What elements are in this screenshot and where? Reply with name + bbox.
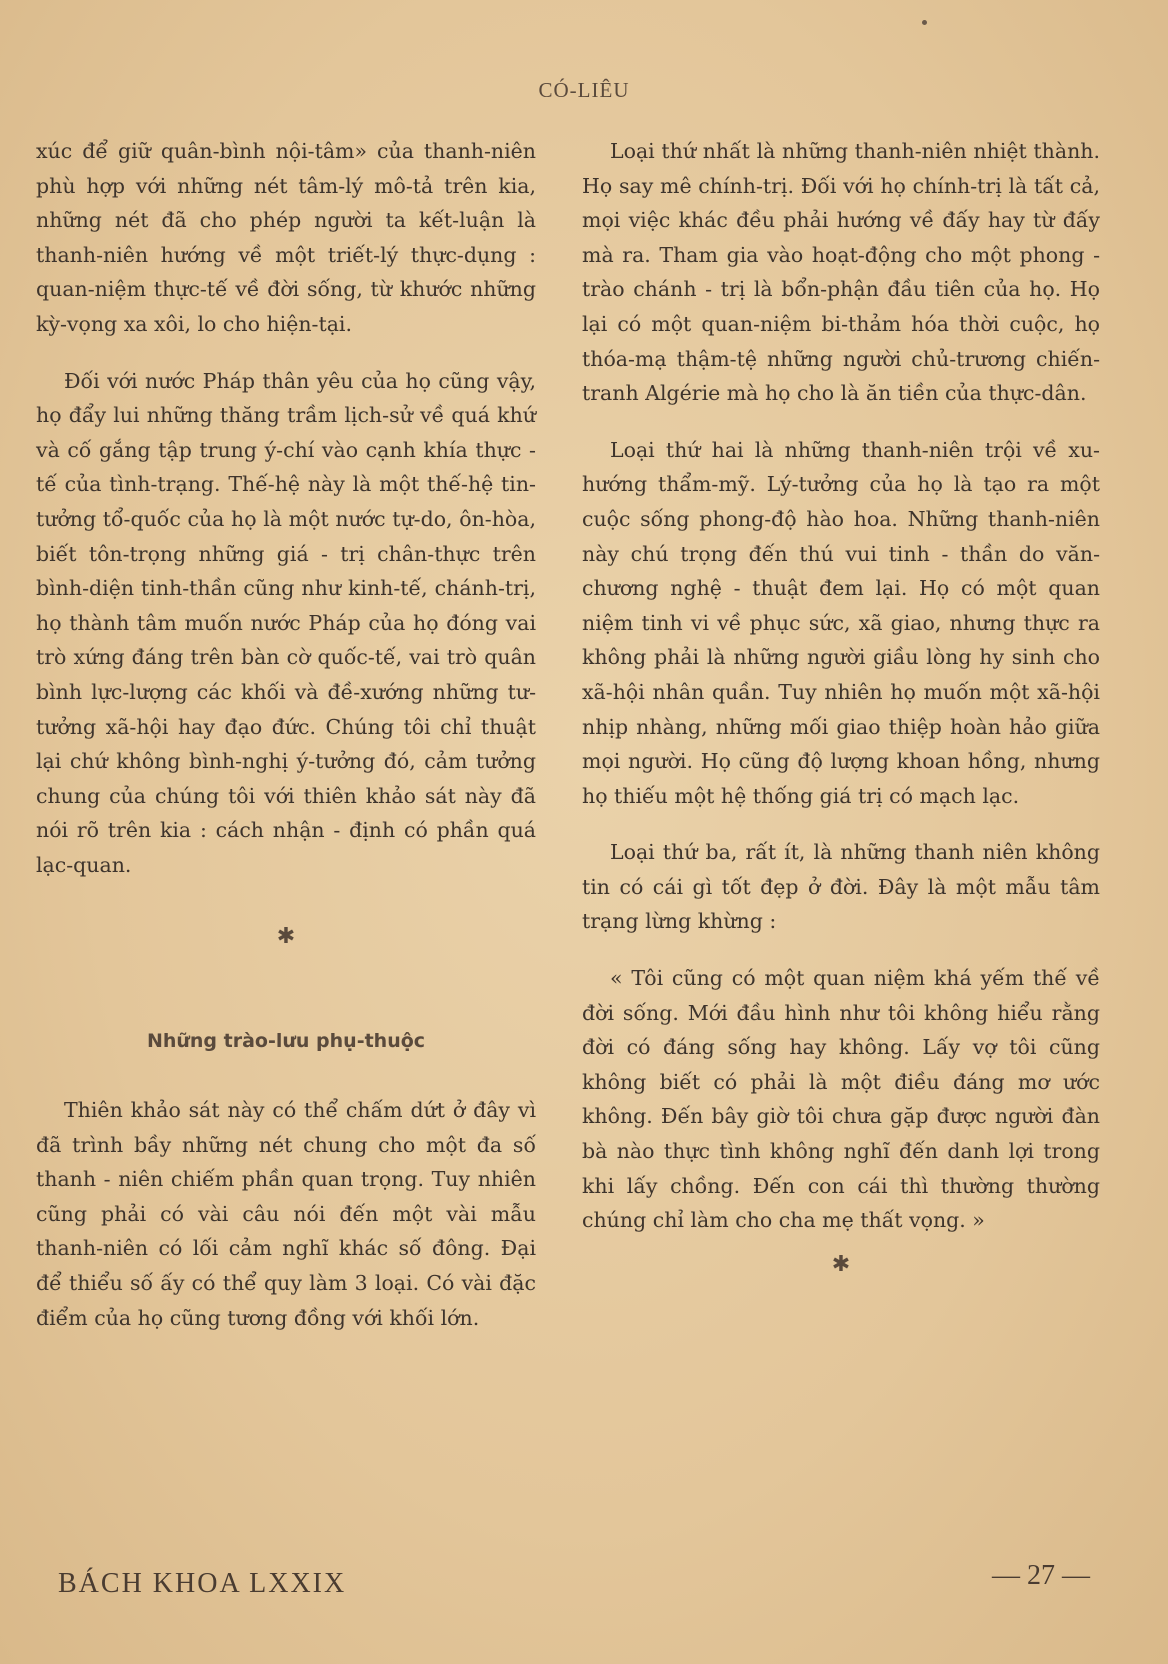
left-paragraph-3: Thiên khảo sát này có thể chấm dứt ở đây vì đã trình bầy những nét chung cho một đa số thanh - niên chiếm phần quan trọng. Tuy nhiên cũng phải có vài câu nói đến một vài mẫu thanh-niên có lối cảm nghĩ khác số đông. Đại để thiểu số ấy có thể quy làm 3 loại. Có vài đặc điểm của họ cũng tương đồng với khối lớn. (36, 1098, 536, 1330)
right-paragraph-1: Loại thứ nhất là những thanh-niên nhiệt thành. Họ say mê chính-trị. Đối với họ chính-trị là tất cả, mọi việc khác đều phải hướng về đấy hay từ đấy mà ra. Tham gia vào hoạt-động cho một phong - trào chánh - trị là bổn-phận đầu tiên của họ. Họ lại có một quan-niệm bi-thảm hóa thời cuộc, họ thóa-mạ thậm-tệ những người chủ-trương chiến-tranh Algérie mà họ cho là ăn tiền của thực-dân. (582, 139, 1100, 406)
quotation: « Tôi cũng có một quan niệm khá yếm thế về đời sống. Mới đầu hình như tôi không hiểu rằng đời có đáng sống hay không. Lấy vợ tôi cũng không biết có phải là một điều đáng mơ ước không. Đến bây giờ tôi chưa gặp được người đàn bà nào thực tình không nghĩ đến danh lợi trong khi lấy chồng. Đến con cái thì thường thường chúng chỉ làm cho cha mẹ thất vọng. » (582, 966, 1100, 1233)
section-star-divider: ✱ (276, 924, 296, 950)
running-head: CÓ-LIÊU (538, 78, 630, 102)
page-number: — 27 — (992, 1560, 1090, 1591)
section-heading: Những trào-lưu phụ-thuộc (146, 1030, 426, 1053)
left-paragraph-1: xúc để giữ quân-bình nội-tâm» của thanh-niên phù hợp với những nét tâm-lý mô-tả trên kia, những nét đã cho phép người ta kết-luận là thanh-niên hướng về một triết-lý thực-dụng : quan-niệm thực-tế về đời sống, từ khước những kỳ-vọng xa xôi, lo cho hiện-tại. (36, 139, 536, 336)
magazine-name: BÁCH KHOA LXXIX (58, 1568, 347, 1599)
ink-speck (922, 20, 927, 25)
right-column (582, 134, 1100, 1282)
left-paragraph-2: Đối với nước Pháp thân yêu của họ cũng vậy, họ đẩy lui những thăng trầm lịch-sử về quá khứ và cố gắng tập trung ý-chí vào cạnh khía thực - tế của tình-trạng. Thế-hệ này là một thế-hệ tin-tưởng tổ-quốc của họ là một nước tự-do, ôn-hòa, biết tôn-trọng những giá - trị chân-thực trên bình-diện tinh-thần cũng như kinh-tế, chánh-trị, họ thành tâm muốn nước Pháp của họ đóng vai trò xứng đáng trên bàn cờ quốc-tế, vai trò quân bình lực-lượng các khối và đề-xướng những tư-tưởng xã-hội hay đạo đức. Chúng tôi chỉ thuật lại chứ không bình-nghị ý-tưởng đó, cảm tưởng chung của chúng tôi với thiên khảo sát này đã nói rõ trên kia : cách nhận - định có phần quá lạc-quan. (36, 368, 536, 877)
right-paragraph-3: Loại thứ ba, rất ít, là những thanh niên không tin có cái gì tốt đẹp ở đời. Đây là một mẫu tâm trạng lừng khừng : (582, 840, 1100, 934)
right-paragraph-2: Loại thứ hai là những thanh-niên trội về xu-hướng thẩm-mỹ. Lý-tưởng của họ là tạo ra một cuộc sống phong-độ hào hoa. Những thanh-niên này chú trọng đến thú vui tinh - thần do văn-chương nghệ - thuật đem lại. Họ có một quan niệm tinh vi về phục sức, xã giao, nhưng thực ra không phải là những người giầu lòng hy sinh cho xã-hội nhân quần. Tuy nhiên họ muốn một xã-hội nhịp nhàng, những mối giao thiệp hoàn hảo giữa mọi người. Họ cũng độ lượng khoan hồng, nhưng họ thiếu một hệ thống giá trị có mạch lạc. (582, 437, 1100, 808)
left-column (36, 134, 536, 1335)
end-star-divider: ✱ (831, 1251, 851, 1277)
